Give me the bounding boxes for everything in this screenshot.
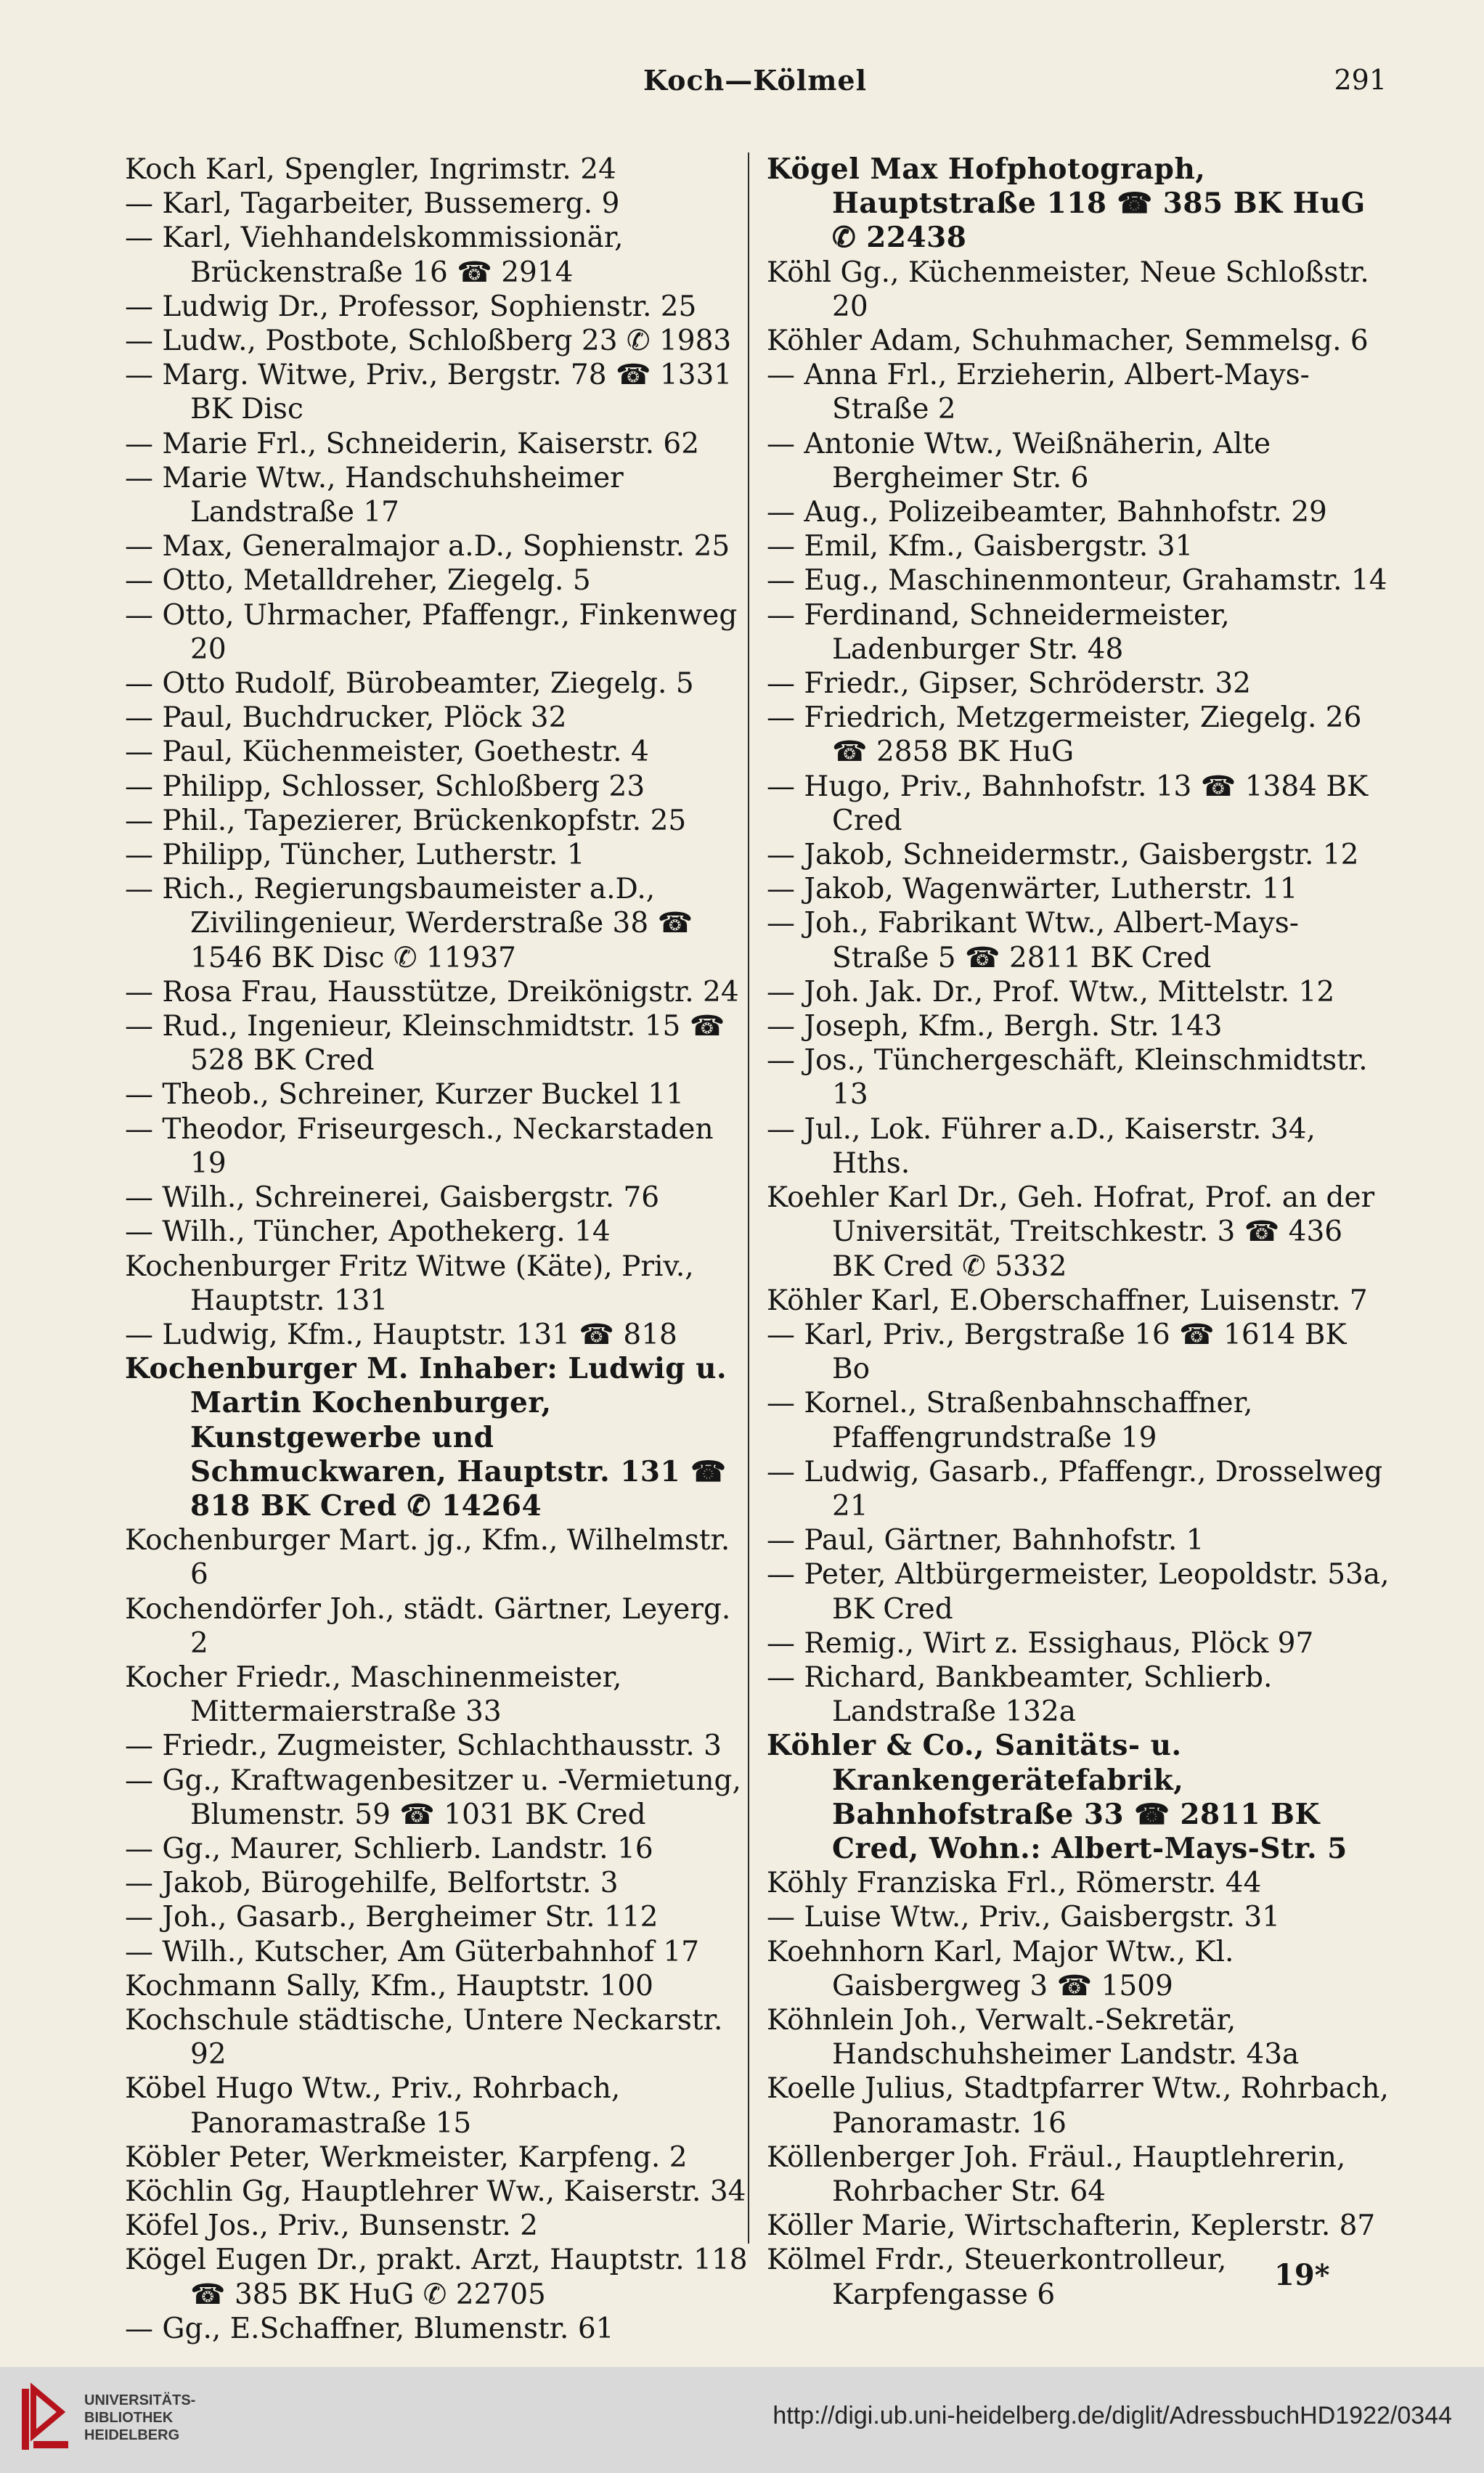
directory-entry: — Theob., Schreiner, Kurzer Buckel 11: [125, 1078, 685, 1112]
column-divider: [748, 152, 749, 2244]
directory-entry: Köchlin Gg, Hauptlehrer Ww., Kaiserstr. 34: [125, 2175, 746, 2208]
directory-entry: — Wilh., Schreinerei, Gaisbergstr. 76: [125, 1181, 660, 1215]
directory-entry: Koch Karl, Spengler, Ingrimstr. 24: [125, 153, 616, 186]
directory-entry: — Wilh., Kutscher, Am Güterbahnhof 17: [125, 1935, 700, 1968]
directory-entry: Köhly Franziska Frl., Römerstr. 44: [767, 1867, 1262, 1900]
directory-entry: — Luise Wtw., Priv., Gaisbergstr. 31: [767, 1901, 1281, 1934]
directory-entry: Kochenburger Mart. jg., Kfm., Wilhelmstr. 6: [125, 1524, 730, 1592]
directory-entry: — Aug., Polizeibeamter, Bahnhofstr. 29: [767, 496, 1327, 529]
directory-entry: Koehler Karl Dr., Geh. Hofrat, Prof. an der Universität, Treitschkestr. 3 ☎ 436 BK Cred ✆ 5332: [767, 1181, 1375, 1283]
directory-entry: — Joh., Gasarb., Bergheimer Str. 112: [125, 1901, 659, 1934]
directory-entry: Köfel Jos., Priv., Bunsenstr. 2: [125, 2209, 538, 2243]
directory-entry: — Hugo, Priv., Bahnhofstr. 13 ☎ 1384 BK Cred: [767, 770, 1369, 837]
directory-entry: — Ludwig, Kfm., Hauptstr. 131 ☎ 818: [125, 1318, 677, 1351]
signature-mark: 19*: [1274, 2258, 1330, 2292]
directory-entry: — Phil., Tapezierer, Brückenkopfstr. 25: [125, 804, 687, 837]
directory-entry: — Joseph, Kfm., Bergh. Str. 143: [767, 1010, 1223, 1043]
right-column: [767, 152, 1391, 2312]
directory-entry: — Theodor, Friseurgesch., Neckarstaden 19: [125, 1112, 714, 1180]
directory-entry: — Eug., Maschinenmonteur, Grahamstr. 14: [767, 564, 1387, 598]
directory-entry: Köbler Peter, Werkmeister, Karpfeng. 2: [125, 2140, 688, 2174]
source-url-link[interactable]: http://digi.ub.uni-heidelberg.de/diglit/AdressbuchHD1922/0344: [772, 2402, 1452, 2429]
directory-entry: — Philipp, Tüncher, Lutherstr. 1: [125, 839, 585, 872]
directory-entry: — Richard, Bankbeamter, Schlierb. Landstraße 132a: [767, 1661, 1273, 1729]
directory-entry: — Max, Generalmajor a.D., Sophienstr. 25: [125, 530, 730, 563]
directory-entry: — Marie Frl., Schneiderin, Kaiserstr. 62: [125, 427, 700, 460]
directory-entry: — Jul., Lok. Führer a.D., Kaiserstr. 34, Hths.: [767, 1112, 1316, 1180]
directory-entry: — Jakob, Bürogehilfe, Belfortstr. 3: [125, 1867, 619, 1900]
running-title: Koch—Kölmel: [643, 64, 868, 97]
directory-entry: — Wilh., Tüncher, Apothekerg. 14: [125, 1215, 611, 1249]
library-name: [84, 2392, 195, 2444]
directory-entry: — Anna Frl., Erzieherin, Albert-Mays-Straße 2: [767, 359, 1310, 426]
directory-entry: — Marie Wtw., Handschuhsheimer Landstraße 17: [125, 461, 624, 529]
directory-entry: — Jos., Tünchergeschäft, Kleinschmidtstr. 13: [767, 1044, 1368, 1112]
directory-entry: — Karl, Priv., Bergstraße 16 ☎ 1614 BK Bo: [767, 1318, 1347, 1386]
directory-entry: Kölmel Frdr., Steuerkontrolleur, Karpfengasse 6: [767, 2244, 1227, 2311]
directory-entry: — Paul, Gärtner, Bahnhofstr. 1: [767, 1524, 1204, 1557]
directory-entry: — Otto, Metalldreher, Ziegelg. 5: [125, 564, 591, 598]
footer-bar: [0, 2367, 1484, 2473]
library-name-line: UNIVERSITÄTS-: [84, 2392, 196, 2408]
library-name-line: BIBLIOTHEK: [84, 2410, 174, 2426]
directory-entry: — Otto Rudolf, Bürobeamter, Ziegelg. 5: [125, 667, 694, 701]
left-column: [125, 152, 749, 2346]
directory-entry: Köhler Adam, Schuhmacher, Semmelsg. 6: [767, 325, 1369, 358]
directory-entry: — Rud., Ingenieur, Kleinschmidtstr. 15 ☎ 528 BK Cred: [125, 1010, 725, 1077]
directory-entry: — Karl, Viehhandelskommissionär, Brückenstraße 16 ☎ 2914: [125, 221, 624, 289]
directory-entry: — Joh., Fabrikant Wtw., Albert-Mays-Straße 5 ☎ 2811 BK Cred: [767, 907, 1299, 974]
directory-entry: — Philipp, Schlosser, Schloßberg 23: [125, 770, 645, 803]
directory-entry: Köhler & Co., Sanitäts- u. Krankengerätefabrik, Bahnhofstraße 33 ☎ 2811 BK Cred, Wohn.: Albert-Mays-Str. 5: [767, 1729, 1348, 1865]
library-logo-icon: [17, 2383, 73, 2456]
directory-entry: — Ludwig Dr., Professor, Sophienstr. 25: [125, 290, 697, 323]
directory-entry: — Peter, Altbürgermeister, Leopoldstr. 53a, BK Cred: [767, 1558, 1390, 1626]
directory-entry: — Paul, Küchenmeister, Goethestr. 4: [125, 736, 649, 769]
directory-entry: — Kornel., Straßenbahnschaffner, Pfaffengrundstraße 19: [767, 1387, 1253, 1454]
directory-entry: Koehnhorn Karl, Major Wtw., Kl. Gaisbergweg 3 ☎ 1509: [767, 1935, 1234, 2003]
directory-entry: Köllenberger Joh. Fräul., Hauptlehrerin, Rohrbacher Str. 64: [767, 2140, 1346, 2208]
directory-entry: Kochendörfer Joh., städt. Gärtner, Leyerg. 2: [125, 1592, 731, 1660]
directory-entry: Kochenburger M. Inhaber: Ludwig u. Martin Kochenburger, Kunstgewerbe und Schmuckwaren, Hauptstr. 131 ☎ 818 BK Cred ✆ 14264: [125, 1352, 727, 1523]
directory-entry: Kögel Max Hofphotograph, Hauptstraße 118 ☎ 385 BK HuG ✆ 22438: [767, 152, 1366, 255]
directory-entry: Köller Marie, Wirtschafterin, Keplerstr. 87: [767, 2209, 1376, 2243]
directory-entry: Köhler Karl, E.Oberschaffner, Luisenstr. 7: [767, 1284, 1368, 1317]
directory-entry: — Ferdinand, Schneidermeister, Ladenburger Str. 48: [767, 598, 1230, 666]
page-number: 291: [1334, 64, 1387, 96]
directory-entry: — Gg., Kraftwagenbesitzer u. -Vermietung, Blumenstr. 59 ☎ 1031 BK Cred: [125, 1764, 741, 1831]
directory-entry: — Antonie Wtw., Weißnäherin, Alte Bergheimer Str. 6: [767, 427, 1271, 494]
directory-entry: — Jakob, Schneidermstr., Gaisbergstr. 12: [767, 839, 1359, 872]
directory-entry: Koelle Julius, Stadtpfarrer Wtw., Rohrbach, Panoramastr. 16: [767, 2072, 1389, 2140]
directory-entry: — Otto, Uhrmacher, Pfaffengr., Finkenweg 20: [125, 598, 738, 666]
directory-entry: — Karl, Tagarbeiter, Bussemerg. 9: [125, 187, 620, 221]
directory-entry: Kochschule städtische, Untere Neckarstr. 92: [125, 2003, 723, 2071]
directory-entry: — Friedr., Gipser, Schröderstr. 32: [767, 667, 1251, 701]
directory-entry: — Rosa Frau, Hausstütze, Dreikönigstr. 24: [125, 975, 739, 1009]
directory-entry: Kögel Eugen Dr., prakt. Arzt, Hauptstr. 118 ☎ 385 BK HuG ✆ 22705: [125, 2244, 748, 2311]
directory-entry: Köhl Gg., Küchenmeister, Neue Schloßstr. 20: [767, 256, 1369, 323]
directory-entry: Köhnlein Joh., Verwalt.-Sekretär, Handschuhsheimer Landstr. 43a: [767, 2003, 1300, 2071]
library-name-line: HEIDELBERG: [84, 2427, 180, 2443]
directory-entry: — Emil, Kfm., Gaisbergstr. 31: [767, 530, 1194, 563]
directory-entry: — Joh. Jak. Dr., Prof. Wtw., Mittelstr. 12: [767, 975, 1335, 1009]
directory-entry: — Friedrich, Metzgermeister, Ziegelg. 26 ☎ 2858 BK HuG: [767, 701, 1362, 769]
directory-entry: Kocher Friedr., Maschinenmeister, Mittermaierstraße 33: [125, 1661, 622, 1729]
directory-entry: — Remig., Wirt z. Essighaus, Plöck 97: [767, 1626, 1314, 1660]
directory-entry: Köbel Hugo Wtw., Priv., Rohrbach, Panoramastraße 15: [125, 2072, 621, 2140]
directory-entry: — Jakob, Wagenwärter, Lutherstr. 11: [767, 873, 1298, 906]
directory-entry: — Gg., E.Schaffner, Blumenstr. 61: [125, 2312, 614, 2345]
directory-entry: — Friedr., Zugmeister, Schlachthausstr. 3: [125, 1730, 722, 1763]
directory-entry: — Rich., Regierungsbaumeister a.D., Zivilingenieur, Werderstraße 38 ☎ 1546 BK Disc ✆ 11937: [125, 873, 693, 974]
page-header: [116, 64, 1394, 107]
directory-entry: — Paul, Buchdrucker, Plöck 32: [125, 701, 567, 735]
directory-entry: — Ludw., Postbote, Schloßberg 23 ✆ 1983: [125, 325, 732, 358]
directory-entry: Kochmann Sally, Kfm., Hauptstr. 100: [125, 1969, 653, 2003]
directory-entry: — Marg. Witwe, Priv., Bergstr. 78 ☎ 1331 BK Disc: [125, 359, 733, 426]
directory-entry: Kochenburger Fritz Witwe (Käte), Priv., Hauptstr. 131: [125, 1250, 694, 1317]
directory-entry: — Gg., Maurer, Schlierb. Landstr. 16: [125, 1832, 653, 1865]
directory-entry: — Ludwig, Gasarb., Pfaffengr., Drosselweg 21: [767, 1455, 1383, 1523]
